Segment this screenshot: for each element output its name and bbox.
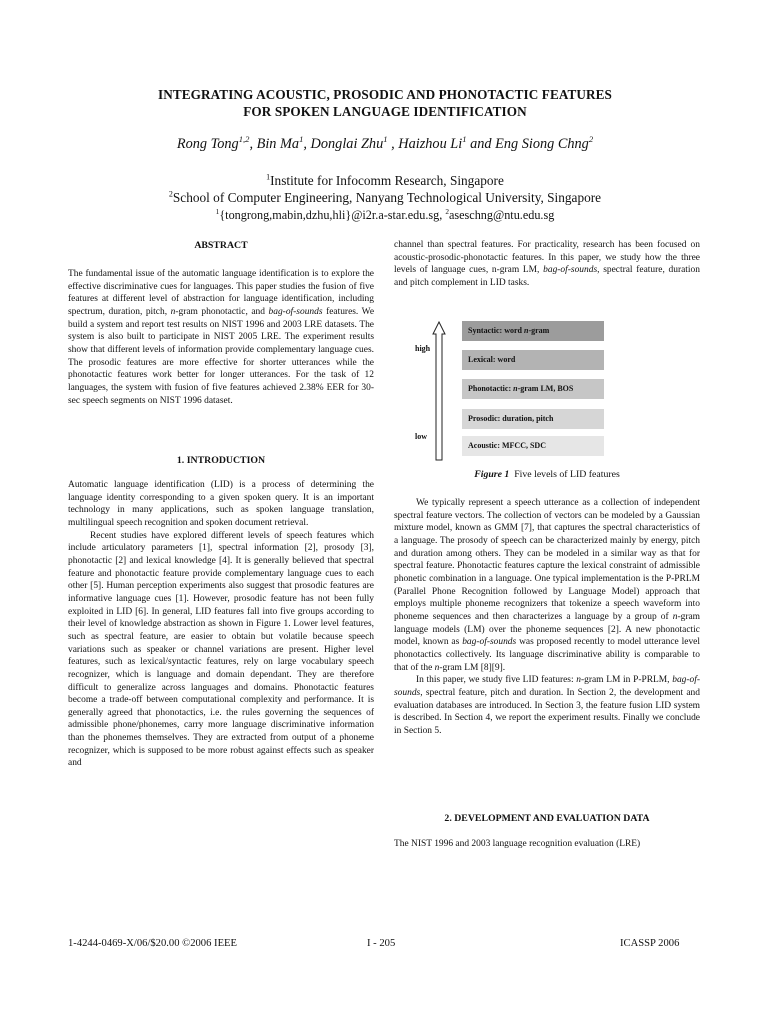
paper-title (90, 86, 680, 120)
title-line-1: INTEGRATING ACOUSTIC, PROSODIC AND PHONOTACTIC FEATURES (158, 87, 612, 102)
section-2-body (394, 838, 700, 851)
author-name: Bin Ma (256, 136, 300, 152)
affiliation-1 (60, 173, 710, 189)
author-separator: and (466, 136, 496, 152)
right-column-continuation (394, 239, 700, 290)
figure-level-box: Lexical: word (462, 350, 604, 370)
author-affiliation-marker: 1,2 (238, 134, 250, 145)
figure-level-box: Syntactic: word n-gram (462, 321, 604, 341)
figure-level-box: Prosodic: duration, pitch (462, 409, 604, 429)
affiliation-2-marker: 2 (168, 189, 173, 199)
section-2-heading: 2. DEVELOPMENT AND EVALUATION DATA (444, 813, 650, 824)
figure-caption-label: Figure 1 (474, 469, 510, 480)
author-name: Haizhou Li (398, 136, 463, 152)
author-affiliation-marker: 1 (299, 134, 304, 145)
author-affiliation-marker: 1 (383, 134, 388, 145)
affiliation-2-text: School of Computer Engineering, Nanyang Technological University, Singapore (172, 190, 602, 205)
email-2: aseschng@ntu.edu.sg (449, 208, 555, 222)
figure-level-box: Phonotactic: n-gram LM, BOS (462, 379, 604, 399)
introduction-body (68, 479, 374, 770)
title-line-2: FOR SPOKEN LANGUAGE IDENTIFICATION (243, 104, 527, 119)
footer-page-number: I - 205 (367, 938, 396, 949)
email-line (60, 208, 710, 223)
author-separator: , (249, 136, 257, 152)
intro-paragraph-continued: channel than spectral features. For practicality, research has been focused on acoustic-prosodic-phonotactic features. In this paper, we study how the three levels of language cues, n-gram LM, bag-of-sounds, spectral feature, duration and pitch complement in LID tasks. (394, 240, 700, 288)
author-name: Rong Tong (176, 136, 239, 152)
introduction-heading: 1. INTRODUCTION (176, 455, 266, 466)
intro-paragraph-3: We typically represent a speech utterance as a collection of independent spectral feature vectors. The collection of vectors can be modeled by a Gaussian mixture model, known as GMM [7], that captures the spectral characteristics of a language. The prosody of speech can be characterized mainly by energy, pitch and duration among others. They can be modeled in a similar way as that for spectral feature. Phonotactic features capture the lexical constraint of admissible phonetic combination in a language. One typical implementation is the P-PRLM (Parallel Phone Recognition followed by Language Model) approach that employs multiple phoneme recognizers that tokenize a speech waveform into phoneme sequences and then characterizes a language by a group of n-gram language models (LM) over the phoneme sequences [2]. A new phonotactic model, known as bag-of-sounds was proposed recently to model utterance level phonotactics collectively. Its language discriminative ability is comparable to that of the n-gram LM [8][9]. (394, 498, 700, 673)
figure-caption-text: Five levels of LID features (514, 469, 620, 480)
footer-venue: ICASSP 2006 (620, 938, 680, 949)
author-list (60, 136, 710, 153)
figure-1 (407, 316, 607, 466)
author-separator: , (387, 136, 399, 152)
author-affiliation-marker: 1 (462, 134, 467, 145)
abstract-text: The fundamental issue of the automatic language identification is to explore the effective discriminative cues for languages. This paper studies the fusion of five features at different level of abstraction for language identification, including spectrum, duration, pitch, n-gram phonotactic, and bag-of-sounds features. We build a system and report test results on NIST 1996 and 2003 LRE datasets. The system is also built to participate in NIST 2005 LRE. The experiment results show that different levels of information provide complementary language cues. The prosodic features are more effective for shorter utterances while the phonotactic features work better for longer utterances. For the task of 12 languages, the system with fusion of five features achieved 2.38% EER for 30-sec speech segments on NIST 1996 dataset. (68, 269, 375, 406)
author-separator: , (303, 136, 311, 152)
footer-isbn: 1-4244-0469-X/06/$20.00 ©2006 IEEE (68, 938, 237, 949)
figure-caption (394, 469, 700, 480)
affiliation-2 (60, 190, 710, 206)
abstract-body (68, 268, 374, 407)
email-1-marker: 1 (215, 206, 220, 216)
email-2-marker: 2 (445, 206, 449, 216)
figure-level-box: Acoustic: MFCC, SDC (462, 436, 604, 456)
up-arrow-icon (432, 321, 446, 461)
author-affiliation-marker: 2 (588, 134, 594, 145)
abstract-heading: ABSTRACT (194, 240, 248, 251)
email-1: {tongrong,mabin,dzhu,hli}@i2r.a-star.edu.sg, (219, 208, 446, 222)
author-name: Donglai Zhu (310, 136, 384, 152)
intro-paragraph-1: Automatic language identification (LID) is a process of determining the language identity corresponding to a given spoken query. It is an important technology in many applications, such as spoken language translation, multilingual speech recognition and spoken document retrieval. (68, 480, 374, 528)
author-name: Eng Siong Chng (495, 136, 589, 152)
figure-low-label: low (415, 432, 427, 441)
figure-high-label: high (415, 344, 431, 353)
right-column-body (394, 497, 700, 737)
affiliation-1-marker: 1 (266, 172, 271, 182)
intro-paragraph-4: In this paper, we study five LID features: n-gram LM in P-PRLM, bag-of-sounds, spectral feature, pitch and duration. In Section 2, the development and evaluation databases are introduced. In Section 3, the feature fusion LID system is described. In Section 4, we report the experiment results. Finally we conclude in Section 5. (394, 675, 701, 736)
intro-paragraph-2: Recent studies have explored different levels of speech features which include articulatory parameters [1], spectral information [2], prosody [3], phonotactic [2] and lexical knowledge [4]. It is generally believed that spectral feature and phonotactic feature provide complementary language cues to each other [5]. Human perception experiments also suggest that prosodic features are informative language cues [1]. However, prosodic feature has not been fully exploited in LID [6]. In general, LID features fall into five groups according to their level of knowledge abstraction as shown in Figure 1. Lower level features, such as spectral feature, are easier to obtain but volatile because speech variations such as speaker or channel variations are present. Higher level features, such as lexical/syntactic features, rely on large vocabulary speech recognizer, which is language and domain dependant. They are therefore difficult to generalize across languages and domains. Phonotactic features become a trade-off between computational complexity and performance. It is generally agreed that phonotactics, i.e. the rules governing the sequences of admissible phone/phonemes, carry more language discriminative information than the phonemes themselves. They are extracted from output of a phoneme recognizer, which is supposed to be more robust against effects such as speaker and (68, 530, 374, 769)
affiliation-1-text: Institute for Infocomm Research, Singapore (270, 173, 504, 188)
section-2-text: The NIST 1996 and 2003 language recognition evaluation (LRE) (394, 839, 641, 849)
